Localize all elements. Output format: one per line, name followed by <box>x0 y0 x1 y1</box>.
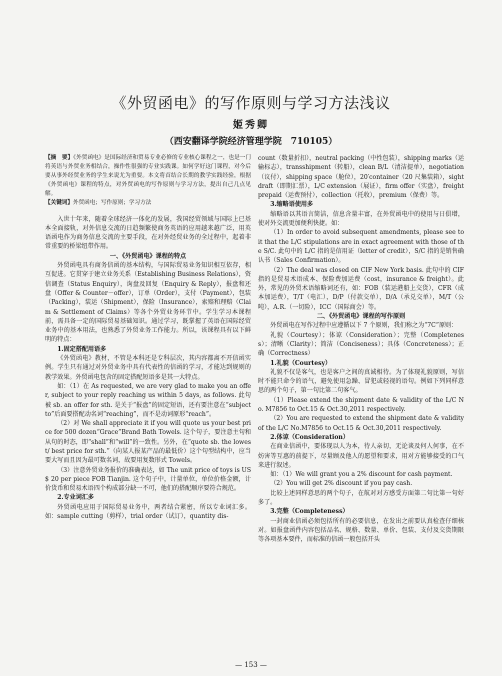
paragraph: 在商业信函中，要体现以人为本，待人亲切，无论谈及何人何事，在不妨害等互惠的前提下，尽量顾及他人的愿望和要求，用对方能够接受的口气来进行叙述。 <box>258 443 464 469</box>
paragraph: （1）Please extend the shipment date & validity of the L/C No. M7856 to Oct.15 & Oct.30,2011 respectively. <box>258 396 464 414</box>
paragraph: （1）In order to avoid subsequent amendments, please see to it that the L/C stipulations are in exact agreement with those of the S/C. 此句中的 L/C 指的是信用证（letter of credit），S/C 指的是销售确认书（Sales Confirmation）。 <box>258 229 464 265</box>
right-column-body <box>258 154 464 544</box>
paragraph: 外贸函电在写作过程中应遵循以下 7 个原则，我们称之为“7C”原则： <box>270 322 458 330</box>
author-affiliation: （西安翻译学院经济管理学院 710105） <box>164 137 338 147</box>
paragraph: 礼貌（Courtesy）；体谅（Consideration）；完整（Completeness）；清晰（Clarity）；简洁（Conciseness）；具体（Concreteness）；正确（Correctness） <box>258 331 464 358</box>
paragraph: （2）You are requested to extend the shipment date & validity of the L/C No.M7856 to Oct.15 & Oct.30,2011 respectively. <box>258 415 464 432</box>
paragraph: 如：（1）在 As requested, we are very glad to make you an offer, subject to your reply reaching us within 5 days, as follows. 此句被 sb. an offer for sth. 是关于“报盘”的固定短语，还有要注意在“subject to”后面要搭配动名词“reaching”，而不是动词原形“reach”。 <box>45 382 251 418</box>
section-heading: 二、《外贸函电》课程的写作原则 <box>316 313 406 321</box>
abstract-block <box>45 154 251 209</box>
paragraph: （2）The deal was closed on CIF New York basis. 此句中的 CIF 指的是贸易术语成本、保险费加运费（cost，insurance & freight）。此外，常见的外贸术语缩略词还有，如：FOB（装运港船上交货），CFR（成本加运费），T/T（电汇），D/P（付款交单），D/A（承兑交单），M/T（公吨），A.R.（一切险），ICC（国际商会）等。 <box>258 266 464 311</box>
paragraph: （3）注意外贸业务报价的准确表达，如 The unit price of toys is US $ 20 per piece FOB Tianjin. 这个句子中，计量单位，单位价格金额，计价货币和贸易术语四个构成部分缺一不可，他们的搭配顺序要符合规范。 <box>45 466 251 493</box>
author-name: 姬秀卿 <box>233 120 269 131</box>
left-column-body <box>45 215 251 522</box>
paragraph: 缩略语以其语言简洁，信息含量丰富，在外贸函电中的使用与日俱增，使对外交流更加便利快捷。如： <box>258 210 464 228</box>
paragraph: 比较上述同样意思的两个句子，在航对对方感受方面第二句比第一句好多了。 <box>258 489 464 506</box>
article-title: 《外贸函电》的写作原则与学习方法浅议 <box>111 94 391 112</box>
subsection-heading: 1.礼貌（Courtesy） <box>270 359 332 367</box>
paragraph: 外贸函电具有商务信函的基本结构，与国际贸易业务知识相互依存，相互促进。它贯穿于建立业务关系（Establishing Business Relations），资信调查（Status Enquiry），询盘及回复（Enquiry & Reply），报盘和还盘（Offer & Counter－offer），订单（Order），支付（Payment），包装（Packing），装运（Shipment），保险（Insurance），索赔和理赔（Claim & Settlement of Claims）等各个外贸业务环节中。学生学习本课程前，需具备一定的国际贸易基础知识。通过学习，既掌握了英语在国际经贸业务中的基本用法，也熟悉了外贸业务工作能力。所以，该课程具有以下鲜明的特点： <box>45 262 251 344</box>
paragraph: （2）You will get 2% discount if you pay cash. <box>270 480 413 488</box>
subsection-heading: 2.体谅（Consideration） <box>270 433 349 441</box>
paragraph: （2）对 We shall appreciate it if you will quote us your best price for 500 dozen“Grace”Brand Bath Towels. 这个句子，要注意主句和从句的时态，即“shall”和“will”的一致性。另外，在“quote sb. the lowest/ best price for sth.”（向某人报某产品的最低价）这个句型结构中，应当要大写而且因为最可数名词，故要用复数形式 Towels。 <box>45 420 251 465</box>
paragraph: 如：（1）We will grant you a 2% discount for cash payment. <box>270 471 453 479</box>
subsection-heading: 3.缩略语使用多 <box>270 201 314 209</box>
keywords-text: 外贸函电；写作原则；学习方法 <box>72 200 152 207</box>
subsection-heading: 3.完整（Completeness） <box>270 508 349 516</box>
keywords-label: 【关键词】 <box>45 200 73 207</box>
abstract-label: 【摘 要】 <box>45 155 74 161</box>
left-column <box>45 154 251 521</box>
paragraph: 一封商业信函必须包括所有的必要信息，在发出之前要认真检查仔细核对。如报盘函件内容包括品名、规格、数量、单价、包装、支付及交货期限等各项基本要件，而标准的信函一般包括开头 <box>258 517 464 544</box>
paragraph: 外贸函电应用于国际贸易业务中，两者结合紧密，所以专业词汇多。如：sample cutting（剪样），trial order（试订），quantity dis- <box>45 503 251 521</box>
paragraph: count（数量折扣），neutral packing（中性包装），shipping marks（运输标志），transshipment（转船），clean B/L（清洁提单），negotiation（议付），shipping space（舱位），20′container（20 尺集装箱），sight draft（即期汇票），L/C extension（展证），firm offer（实盘），freight prepaid（运费预付），collection（托收），premium（保费）等。 <box>258 155 464 200</box>
subsection-heading: 2.专业词汇多 <box>57 494 95 502</box>
right-column <box>258 154 464 544</box>
subsection-heading: 1.固定搭配用语多 <box>57 345 107 353</box>
paragraph: 入世十年来，随着全球经济一体化的发展，我国经贸领域与国际上已基本全面接轨，对外信息交流的日趋频繁使商务英语的应用越来越广泛，用英语函电作为商务信息交流的主要手段，在对外经贸业务的全过程中，起着非常重要的桥梁纽带作用。 <box>45 215 251 251</box>
section-heading: 一、《外贸函电》课程的特点 <box>109 252 187 260</box>
paragraph: 礼貌不仅是客气，也是客户之间的真诚相待。为了体现礼貌原则，写信时不能只命令的语气，避免使用急躁、冒犯或轻视的语句。例如下列同样意思的两个句子，第一句比第二句客气。 <box>258 368 464 395</box>
page-number: — 153 — <box>235 661 267 669</box>
paragraph: 《外贸函电》教材，不管是本科还是专科层次，其内容都离不开信函实例。学生只有通过对外贸业务中具有代表性的信函的学习，才能达到规则的教学效果。外贸函电包含的固定搭配短语多是其一大特点。 <box>45 355 251 381</box>
abstract-text: 《外贸函电》是国际经济和贸易专业必修的专业核心课程之一，也是一门将英语与外贸业务相结合，操作性很强的专业实践课。如何学好这门课程，对今后要从事外经贸业务的学生来说尤为重要。本文将首结合长期的教学实践经验，根据《外贸函电》课程的特点，对外贸函电的写作原则与学习方法，提出自己几点见解。 <box>45 155 251 198</box>
